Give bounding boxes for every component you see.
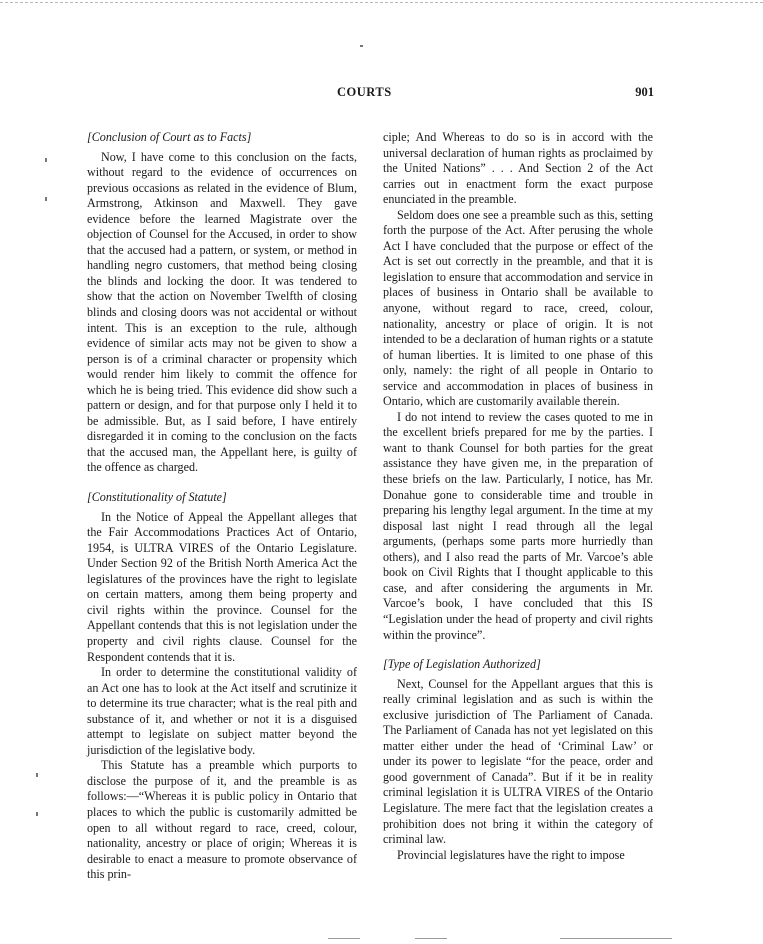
margin-speck <box>36 773 38 777</box>
margin-speck <box>45 158 47 162</box>
paragraph-preamble-continued: ciple; And Whereas to do so is in accord with the universal declaration of human rights as proclaimed by the United Nations” . . . And Section 2 of the Act carries out in enactment form the exact purpose enunciated in the preamble. <box>383 130 653 207</box>
left-column <box>87 130 357 883</box>
paragraph-provincial-legislatures: Provincial legislatures have the right to impose <box>397 847 625 862</box>
margin-speck <box>360 45 363 47</box>
footer-line <box>415 938 447 939</box>
paragraph-notice-of-appeal: In the Notice of Appeal the Appellant alleges that the Fair Accommodations Practices Act of Ontario, 1954, is ULTRA VIRES of the Ontario Legislature. Under Section 92 of the British North America Act the legislatures of the provinces have the right to legislate on certain matters, among them being property and civil rights within the province. Counsel for the Appellant contends that this is not legislation under the property and civil rights clause. Counsel for the Respondent contends that it is. <box>87 509 357 664</box>
paragraph-briefs: I do not intend to review the cases quoted to me in the excellent briefs prepared for me by the parties. I want to thank Counsel for both parties for the great assistance they have given me, in the preparation of these briefs on the law. Particularly, I notice, has Mr. Donahue gone to considerable time and trouble in preparing his lengthy legal argument. In the time at my disposal last night I read through all the legal arguments, (perhaps some parts more hurriedly than others), and I also read the parts of Mr. Varcoe’s able book on Civil Rights that I thought applicable to this case, and after considering the arguments in Mr. Varcoe’s book, I have concluded that this IS “Legislation under the head of property and civil rights within the province”. <box>383 409 653 642</box>
paragraph-criminal-legislation: Next, Counsel for the Appellant argues that this is really criminal legislation and as such is within the exclusive jurisdiction of The Parliament of Canada. The Parliament of Canada has not yet legislated on this matter either under the head of ‘Criminal Law’ or under its power to legislate “for the peace, order and good government of Canada”. But if it be in reality criminal legislation it is ULTRA VIRES of the Ontario Legislature. The mere fact that the legislation creates a prohibition does not bring it within the category of criminal law. <box>383 676 653 847</box>
right-column <box>383 130 653 863</box>
page-number: 901 <box>635 85 654 99</box>
paragraph-purpose-of-act: Seldom does one see a preamble such as this, setting forth the purpose of the Act. After perusing the whole Act I have concluded that the purpose or effect of the Act is set out correctly in the preamble, and that it is legislation to ensure that accommodation and service in places of business in Ontario shall be available to anyone, without regard to race, creed, colour, nationality, ancestry or place of origin. It is not intended to be a declaration of human rights or a statute of human liberties. It is limited to one phase of this only, namely: the right of all people in Ontario to service and accommodation in places of business in Ontario, which are customarily available therein. <box>383 207 653 409</box>
margin-speck <box>45 197 47 201</box>
section-heading-constitutionality: [Constitutionality of Statute] <box>87 490 227 505</box>
running-head: COURTS <box>337 85 392 99</box>
section-heading-conclusion-of-court: [Conclusion of Court as to Facts] <box>87 130 252 144</box>
margin-speck <box>36 812 38 816</box>
page-header <box>84 85 654 105</box>
section-heading-type-of-legislation: [Type of Legislation Authorized] <box>383 657 541 672</box>
paragraph-conclusion-on-facts: Now, I have come to this conclusion on the facts, without regard to the evidence of occurrences on previous occasions as related in the evidence of Blum, Armstrong, Atkinson and Maxwell. They gave evidence before the learned Magistrate over the objection of Counsel for the Accused, in order to show that the accused had a pattern, or system, or method in handling negro customers, that method being closing the blinds and locking the door. It was tendered to show that the action on November Twelfth of closing blinds and closing doors was not accidental or without intent. This is an exception to the rule, although evidence of similar acts may not be given to show a person is of a criminal character or propensity which would render him likely to commit the offence for which he is being tried. This evidence did show such a pattern or design, and for that purpose only I held it to be admissible. But, as I said before, I have entirely disregarded it in coming to the conclusion on the facts that the accused man, the Appellant here, is guilty of the offence as charged. <box>87 149 357 475</box>
footer-line <box>328 938 360 939</box>
paragraph-preamble: This Statute has a preamble which purports to disclose the purpose of it, and the preamble is as follows:—“Whereas it is public policy in Ontario that places to which the public is customarily admitted be open to all without regard to race, creed, colour, nationality, ancestry or place of origin; Whereas it is desirable to enact a measure to promote observance of this prin- <box>87 758 357 882</box>
scan-edge-border <box>0 2 763 3</box>
paragraph-constitutional-validity: In order to determine the constitutional validity of an Act one has to look at the Act itself and scrutinize it to determine its true character; what is the real pith and substance of it, and whether or not it is a disguised attempt to legislate on subject matter beyond the jurisdiction of the legislative body. <box>87 665 357 757</box>
footer-line <box>560 938 672 939</box>
